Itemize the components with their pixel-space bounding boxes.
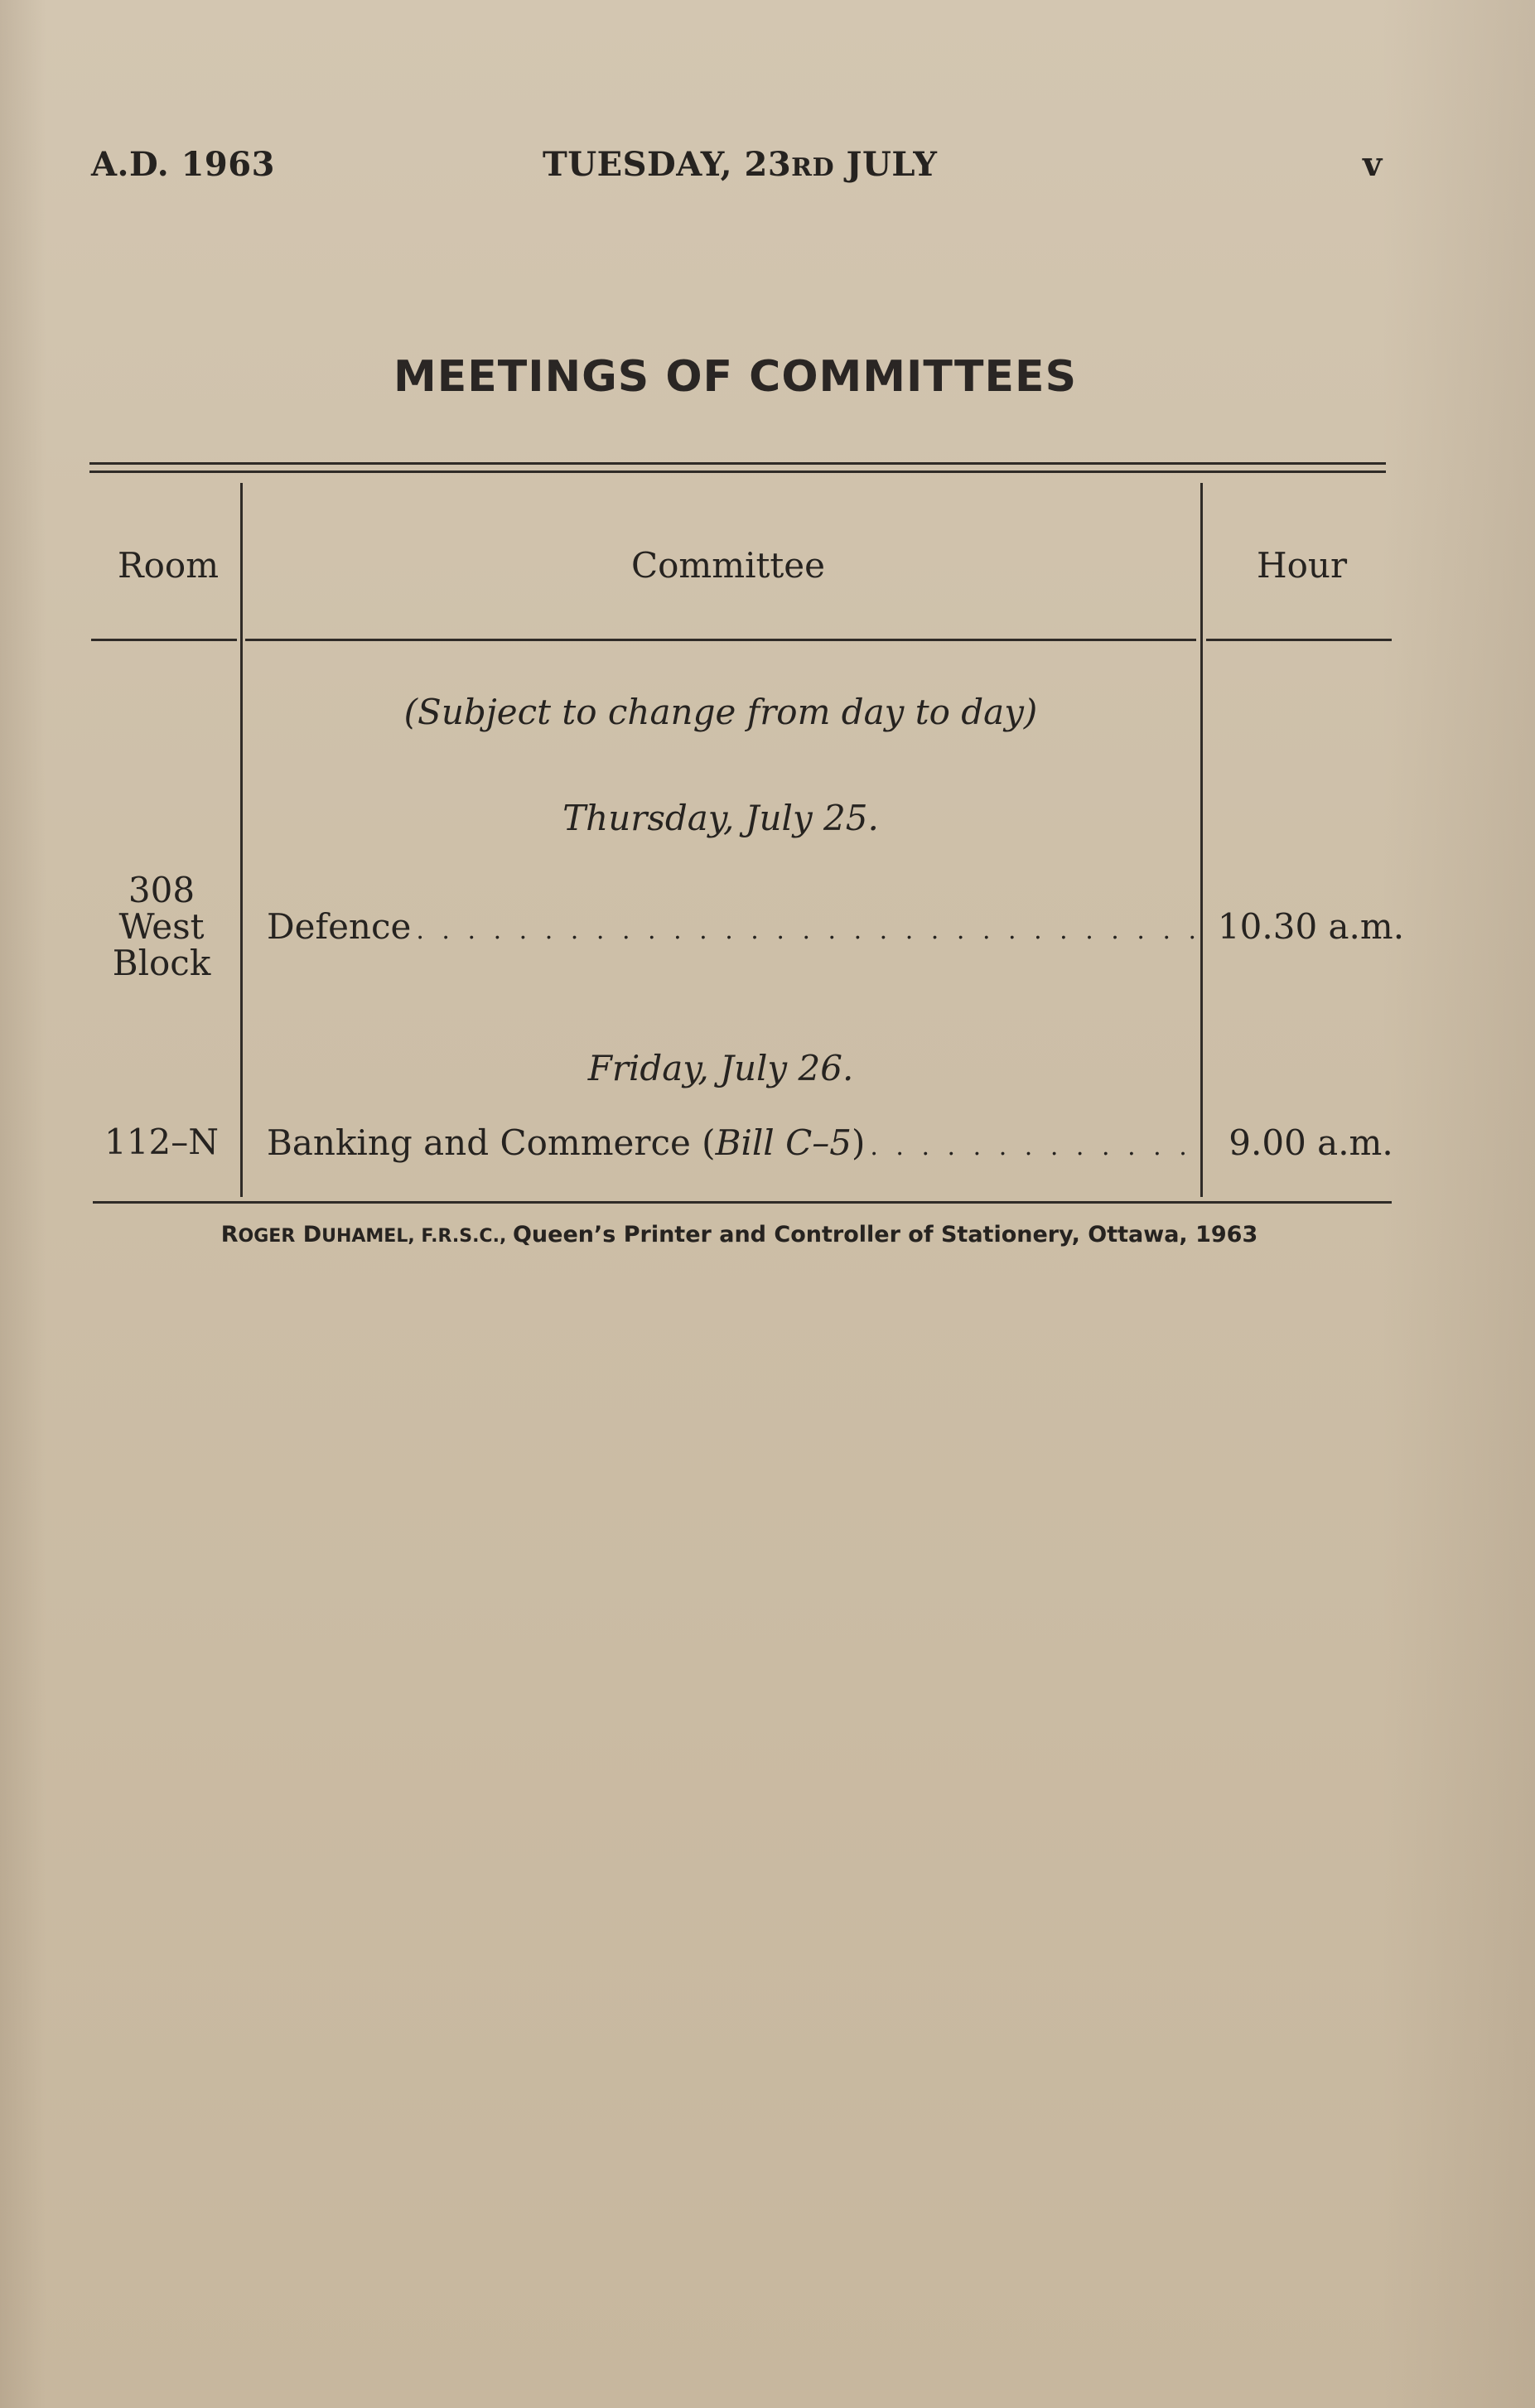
header-rule-committee: [245, 639, 1196, 641]
running-head-date: [543, 145, 937, 184]
committee-name: [267, 1122, 865, 1163]
running-head-date-ordinal: RD: [791, 153, 835, 182]
room-line: 112–N: [104, 1122, 219, 1162]
header-hour: Hour: [1257, 545, 1348, 586]
bill-reference: Bill C–5: [715, 1122, 852, 1163]
header-committee: Committee: [631, 545, 825, 586]
header-rule-hour: [1206, 639, 1392, 641]
room-line: 308: [128, 870, 195, 910]
room-line: West: [118, 906, 205, 947]
table-top-rule-2: [89, 471, 1386, 473]
committee-entry: [267, 1122, 1195, 1163]
committee-entry: [267, 906, 1195, 947]
header-room: Room: [118, 545, 220, 586]
imprint-name-rest: OGER: [238, 1226, 296, 1247]
page-title: MEETINGS OF COMMITTEES: [393, 352, 1078, 402]
day-heading: Friday, July 26.: [587, 1048, 854, 1088]
committee-name-close: ): [851, 1122, 866, 1163]
imprint-credentials: , F.R.S.C.,: [408, 1226, 513, 1247]
dot-leader: [411, 916, 1195, 945]
meeting-hour: 9.00 a.m.: [1228, 1122, 1393, 1163]
schedule-note: (Subject to change from day to day): [403, 692, 1038, 732]
table-bottom-rule: [93, 1201, 1392, 1204]
dot-leader: [865, 1132, 1195, 1161]
running-head-date-main: TUESDAY, 23: [543, 145, 792, 184]
committee-name: Defence: [267, 906, 412, 947]
room-cell: [83, 872, 240, 982]
imprint-surname-rest: UHAMEL: [321, 1226, 408, 1247]
running-head: [0, 145, 1535, 195]
meeting-hour: 10.30 a.m.: [1217, 906, 1405, 947]
column-divider-hour: [1200, 483, 1203, 1197]
room-line: Block: [112, 943, 211, 983]
committee-name-text: Banking and Commerce (: [267, 1122, 716, 1163]
running-head-date-month: JULY: [834, 145, 938, 184]
printer-imprint: [0, 1222, 1479, 1247]
imprint-title: Queen’s Printer and Controller of Stationery, Ottawa, 1963: [512, 1222, 1258, 1247]
running-head-year: A.D. 1963: [91, 145, 275, 184]
header-rule-room: [91, 639, 237, 641]
imprint-surname-initial: D: [302, 1222, 322, 1247]
day-heading: Thursday, July 25.: [562, 798, 879, 838]
running-head-page-number: v: [1363, 145, 1383, 184]
imprint-name-initial: R: [220, 1222, 239, 1247]
column-divider-room: [240, 483, 243, 1197]
table-top-rule-1: [89, 462, 1386, 465]
room-cell: [83, 1124, 240, 1161]
